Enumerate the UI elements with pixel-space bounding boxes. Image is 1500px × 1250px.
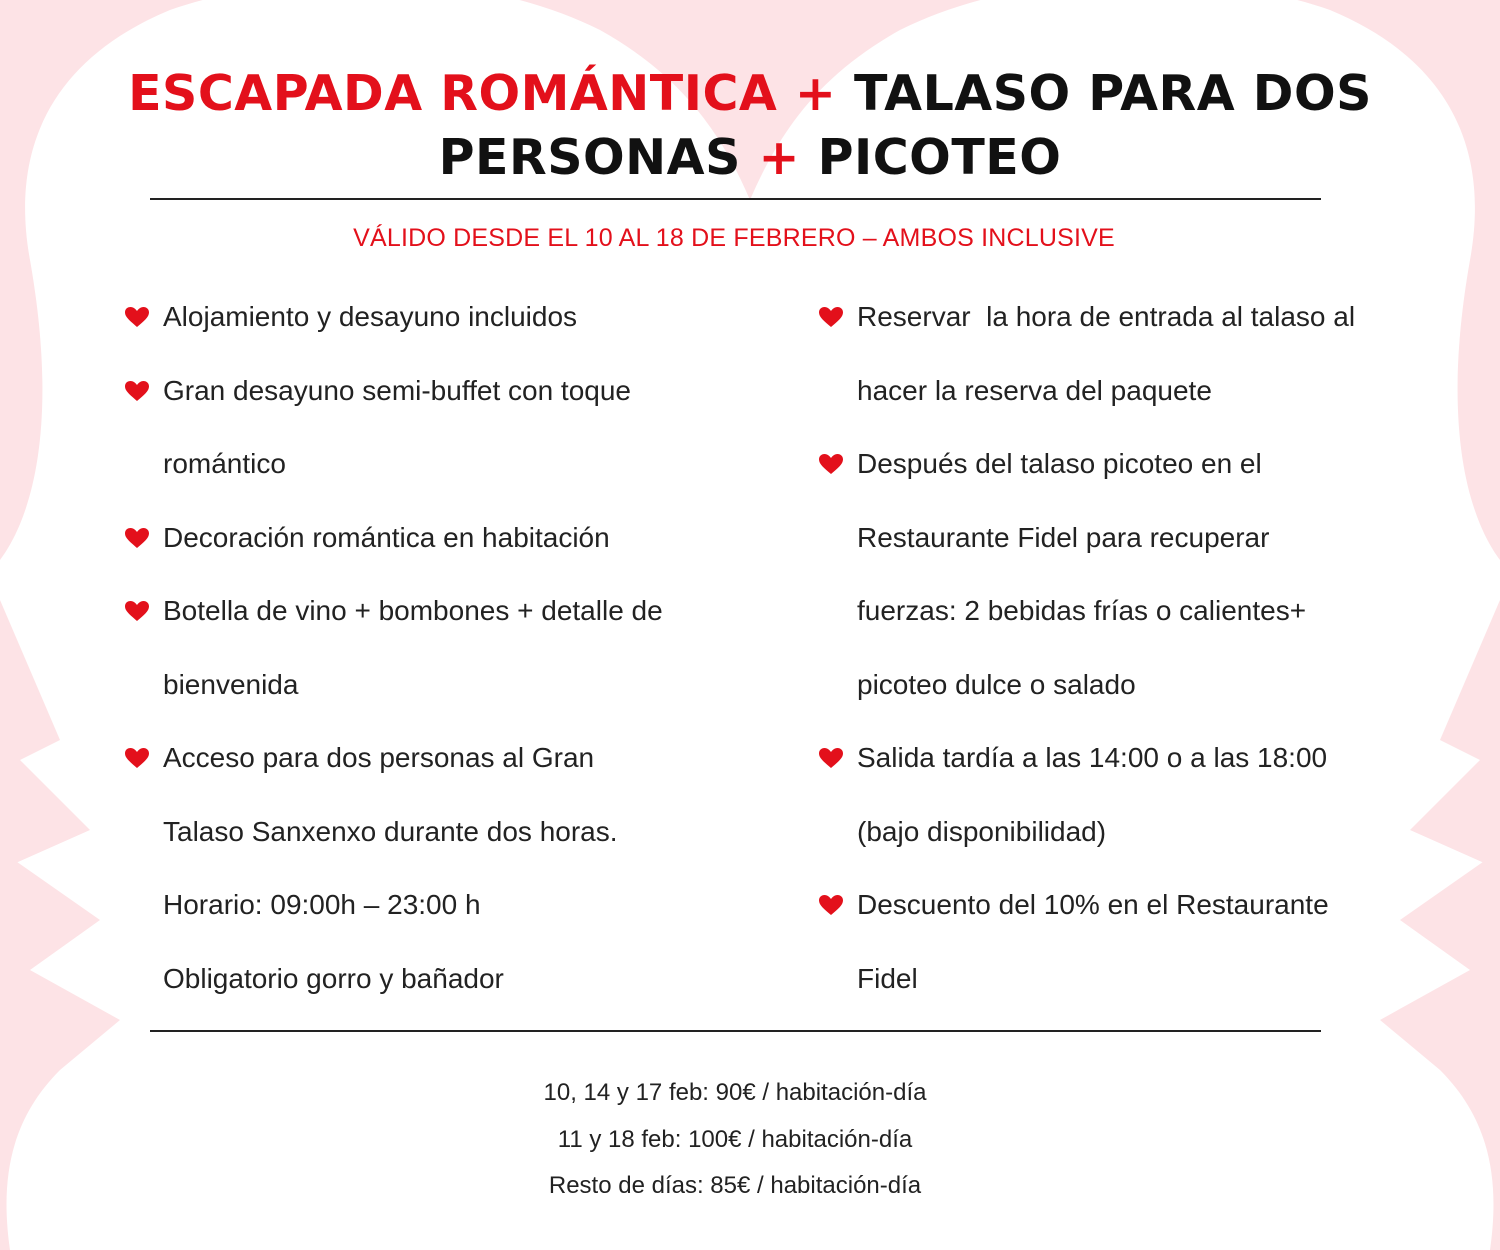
title-plus-2: +	[758, 129, 801, 186]
list-item	[124, 721, 774, 1015]
bottom-divider	[150, 1030, 1321, 1032]
feature-text: Botella de vino + bombones + detalle de bienvenida	[163, 595, 663, 700]
title-part-2: TALASO PARA DOS	[854, 65, 1372, 122]
feature-text: Gran desayuno semi-buffet con toque romántico	[163, 374, 632, 479]
validity-text: VÁLIDO DESDE EL 10 AL 18 DE FEBRERO – AMBOS INCLUSIVE	[353, 224, 1115, 252]
left-feature-list	[124, 280, 774, 1015]
list-item	[124, 574, 774, 721]
list-item	[124, 354, 774, 501]
feature-text: Descuento del 10% en el Restaurante Fidel	[857, 889, 1329, 994]
page-title	[60, 62, 1440, 190]
list-item	[124, 501, 774, 575]
price-list	[0, 1070, 1470, 1210]
price-line: 10, 14 y 17 feb: 90€ / habitación-día	[543, 1079, 927, 1106]
title-plus-1: +	[794, 65, 837, 122]
feature-text: Acceso para dos personas al Gran Talaso Sanxenxo durante dos horas. Horario: 09:00h – 23:00 h Obligatorio gorro y bañador	[163, 742, 618, 994]
list-item	[818, 280, 1458, 427]
heart-icon	[818, 306, 844, 328]
title-part-4: PICOTEO	[817, 129, 1062, 186]
right-feature-list	[818, 280, 1458, 1015]
price-line: Resto de días: 85€ / habitación-día	[548, 1172, 922, 1199]
top-divider	[150, 198, 1321, 200]
list-item	[124, 280, 774, 354]
list-item	[818, 868, 1458, 1015]
heart-icon	[124, 306, 150, 328]
feature-text: Después del talaso picoteo en el Restaurante Fidel para recuperar fuerzas: 2 bebidas frías o calientes+ picoteo dulce o salado	[857, 448, 1307, 700]
feature-text: Decoración romántica en habitación	[163, 521, 610, 553]
heart-icon	[818, 747, 844, 769]
heart-icon	[124, 527, 150, 549]
heart-icon	[124, 747, 150, 769]
list-item	[818, 427, 1458, 721]
heart-icon	[124, 600, 150, 622]
feature-text: Alojamiento y desayuno incluidos	[163, 301, 578, 332]
title-part-1: ESCAPADA ROMÁNTICA	[128, 65, 778, 122]
heart-icon	[124, 380, 150, 402]
title-part-3: PERSONAS	[438, 129, 741, 186]
heart-icon	[818, 894, 844, 916]
list-item	[818, 721, 1458, 868]
feature-text: Reservar la hora de entrada al talaso al hacer la reserva del paquete	[857, 301, 1356, 406]
heart-icon	[818, 453, 844, 475]
price-line: 11 y 18 feb: 100€ / habitación-día	[557, 1125, 913, 1153]
feature-text: Salida tardía a las 14:00 o a las 18:00 (bajo disponibilidad)	[857, 742, 1328, 847]
